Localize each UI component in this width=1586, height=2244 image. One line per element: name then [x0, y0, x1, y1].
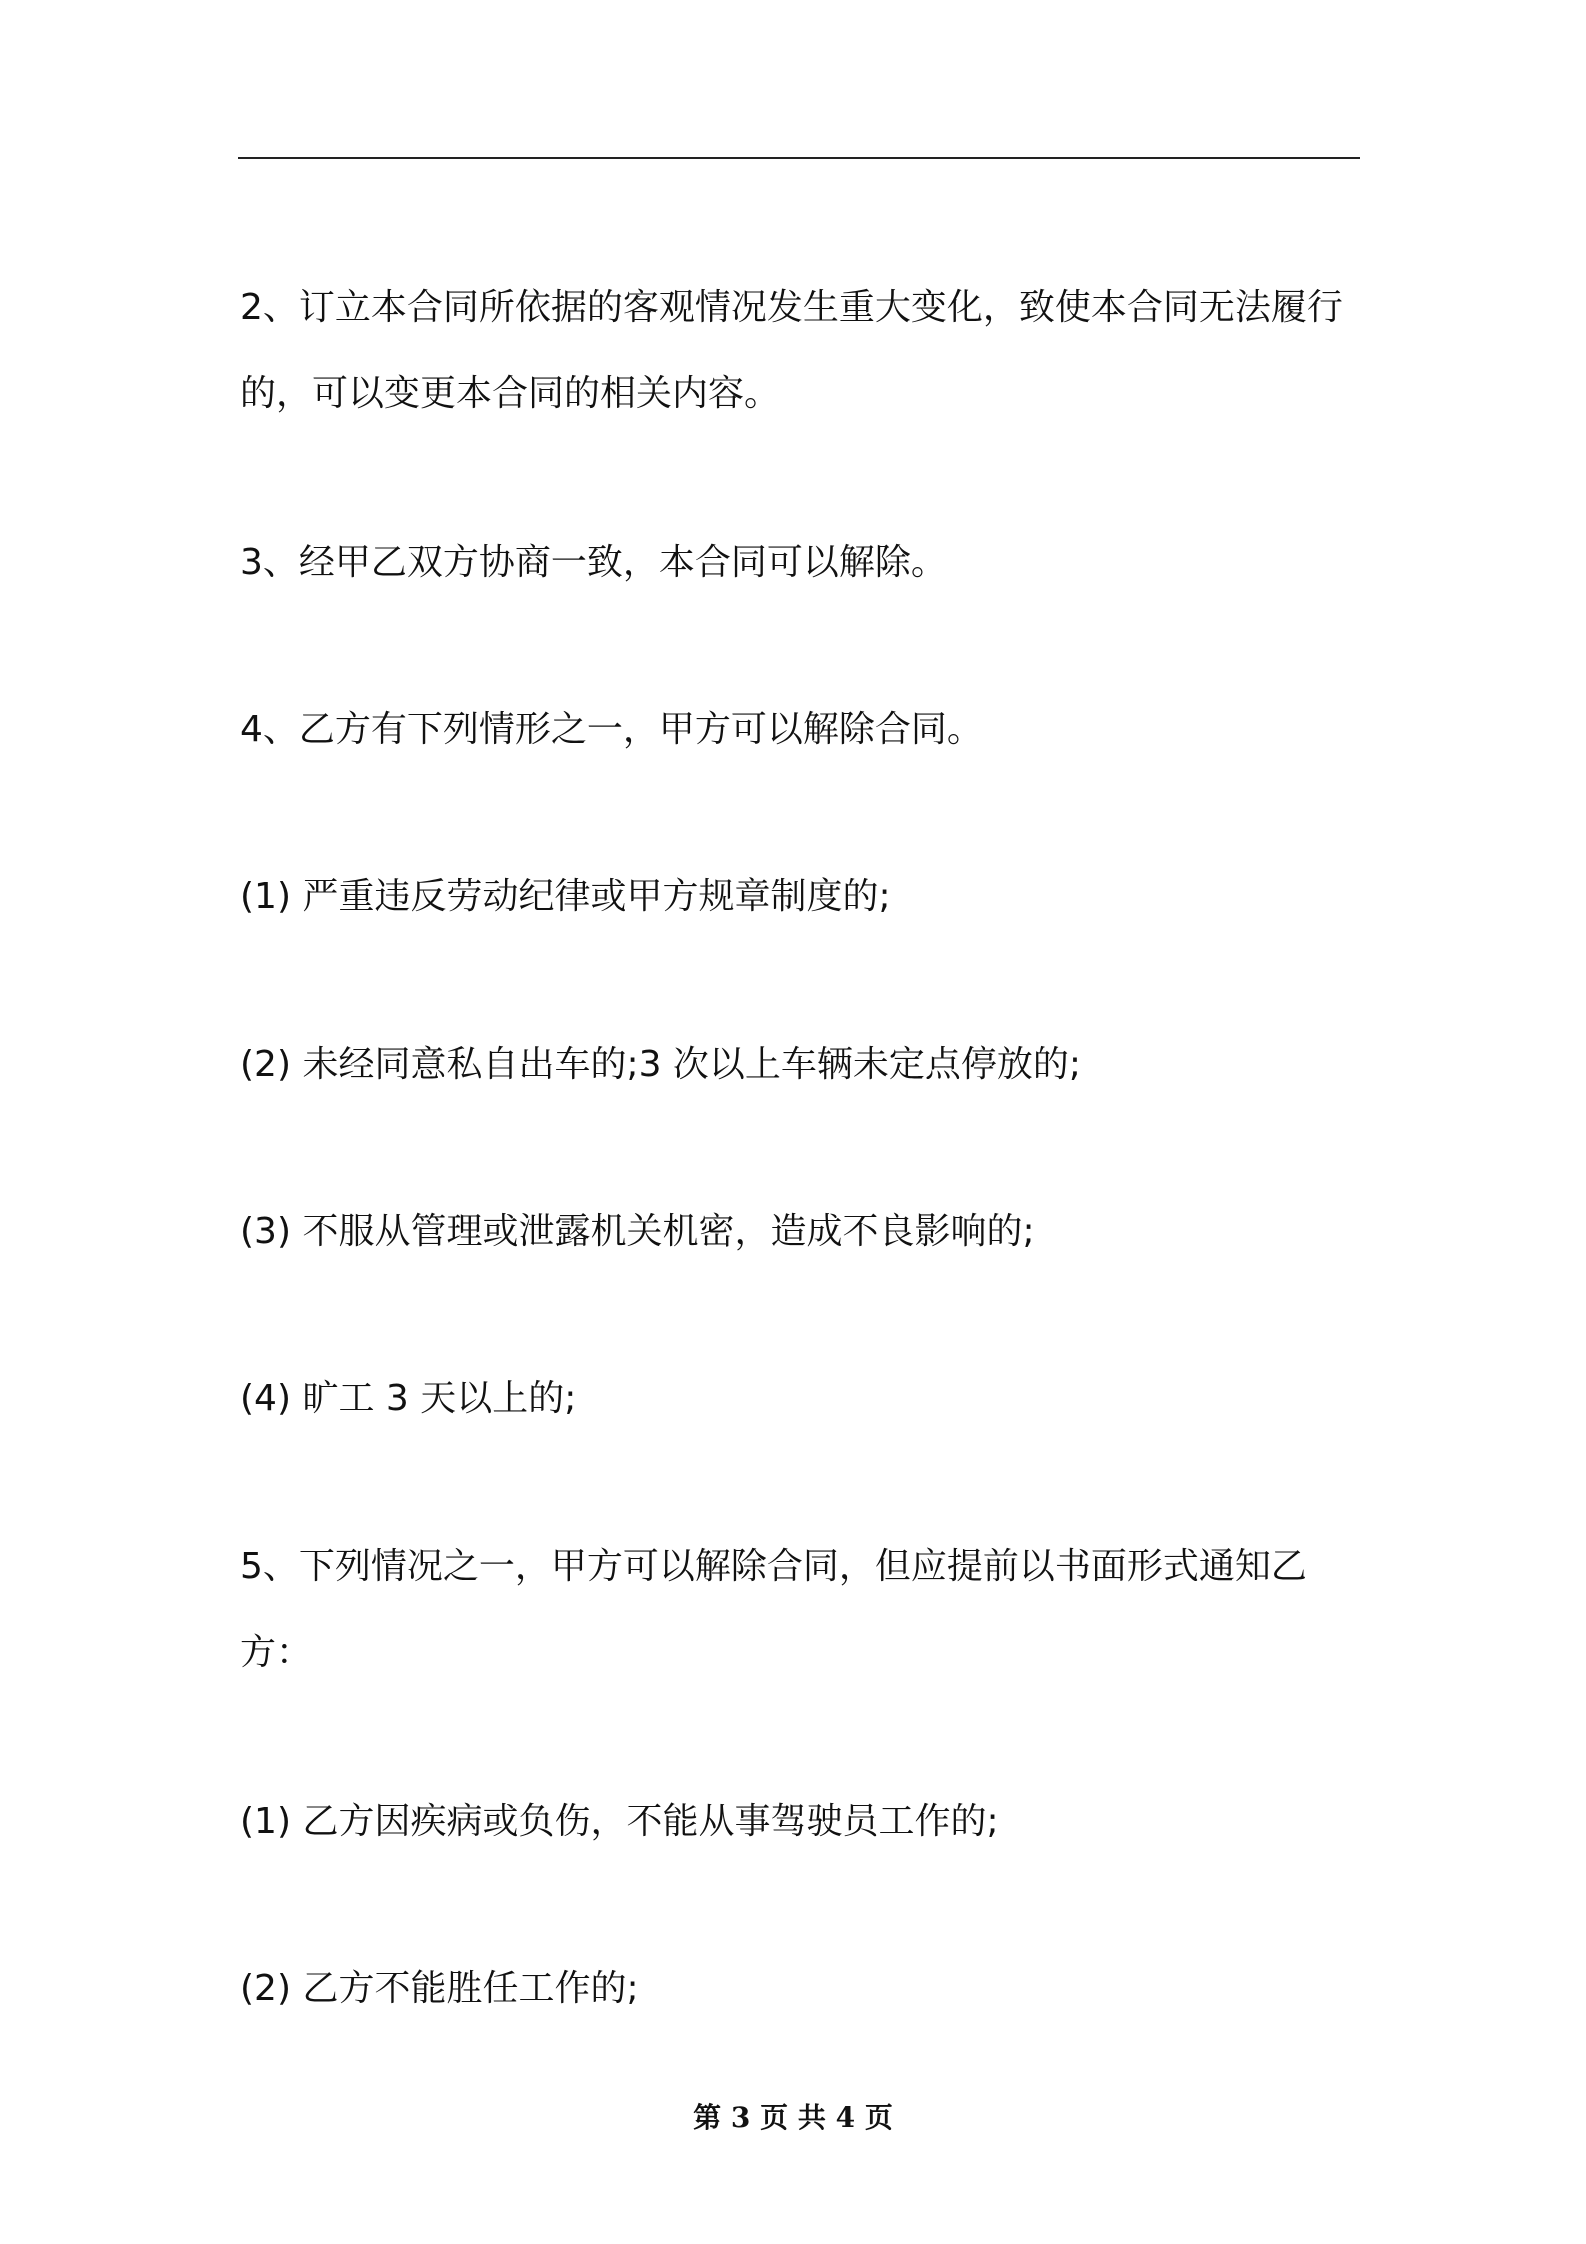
header-rule	[238, 157, 1360, 159]
list-item-4-2: (2) 未经同意私自出车的;3 次以上车辆未定点停放的;	[240, 1044, 1082, 1085]
list-item-5-2: (2) 乙方不能胜任工作的;	[240, 1968, 639, 2009]
paragraph-clause-3: 3、经甲乙双方协商一致，本合同可以解除。	[240, 542, 947, 583]
paragraph-clause-4: 4、乙方有下列情形之一，甲方可以解除合同。	[240, 709, 983, 750]
list-item-4-1: (1) 严重违反劳动纪律或甲方规章制度的;	[240, 876, 891, 917]
list-item-4-4: (4) 旷工 3 天以上的;	[240, 1378, 577, 1419]
paragraph-clause-2: 2、订立本合同所依据的客观情况发生重大变化，致使本合同无法履行的，可以变更本合同的相关内容。	[240, 287, 1343, 414]
paragraph-clause-5: 5、下列情况之一，甲方可以解除合同，但应提前以书面形式通知乙方：	[240, 1546, 1307, 1673]
list-item-5-1: (1) 乙方因疾病或负伤，不能从事驾驶员工作的;	[240, 1801, 999, 1842]
page-number-footer: 第 3 页 共 4 页	[693, 2101, 893, 2134]
list-item-4-3: (3) 不服从管理或泄露机关机密，造成不良影响的;	[240, 1211, 1035, 1252]
